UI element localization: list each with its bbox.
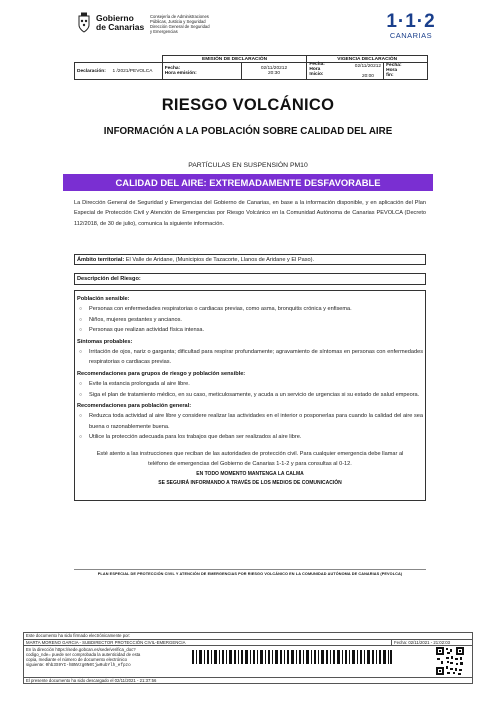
- qr-code-icon: [436, 647, 464, 675]
- list-item: ○ Personas que realizan actividad física intensa.: [77, 325, 423, 336]
- section-heading: Recomendaciones para grupos de riesgo y población sensible:: [77, 370, 246, 377]
- intro-paragraph: La Dirección General de Seguridad y Emergencias del Gobierno de Canarias, en base a la información disponible, y en aplicación del Plan Especial de Protección Civil y Atención de Emergencias por Riesgo Volcánico en la Comunidad Autónoma de Canarias PEVOLCA (Decreto 112/2018, de 30 de julio), comunica la siguiente información.: [74, 200, 426, 227]
- circle-bullet-icon: ○: [79, 413, 83, 420]
- circle-bullet-icon: ○: [79, 380, 83, 387]
- vigencia-fin: Fecha: Hora fin:: [384, 63, 428, 80]
- section-heading: Recomendaciones para población general:: [77, 403, 192, 410]
- ambito-label: Ámbito territorial:: [77, 257, 125, 263]
- circle-bullet-icon: ○: [79, 306, 83, 312]
- declaration-cell: Declaración: 1 /2021/PEVOLCA: [75, 63, 163, 80]
- list-item: ○ Personas con enfermedades respiratorias o cardiacas previas, como asma, bronquitis crónica y enfisema.: [77, 304, 423, 315]
- circle-bullet-icon: ○: [79, 391, 83, 398]
- emision-header: EMISIÓN DE DECLARACIÓN: [162, 56, 307, 63]
- vigencia-inicio: Fecha: Hora Inicio: 02/11/20212 20:00: [307, 63, 384, 80]
- circle-bullet-icon: ○: [79, 434, 83, 441]
- plan-footer: PLAN ESPECIAL DE PROTECCIÓN CIVIL Y ATENCIÓN DE EMERGENCIAS POR RIESGO VOLCÁNICO EN LA COMUNIDAD AUTÓNOMA DE CANARIAS (PEVOLCA): [74, 569, 426, 576]
- department-name: Consejería de Administraciones Públicas, Justicia y Seguridad Dirección General de Seguridad y Emergencias: [150, 14, 210, 34]
- info-message: SE SEGUIRÁ INFORMANDO A TRAVÉS DE LOS MEDIOS DE COMUNICACIÓN: [158, 480, 342, 487]
- air-quality-banner: CALIDAD DEL AIRE: EXTREMADAMENTE DESFAVORABLE: [63, 174, 433, 191]
- list-item: ○ Evite la estancia prolongada al aire libre.: [77, 379, 423, 390]
- logo-112-number: 1·1·2: [386, 11, 436, 32]
- particles-label: PARTÍCULAS EN SUSPENSIÓN PM10: [188, 162, 308, 169]
- descripcion-box: [74, 273, 426, 285]
- section-heading: Población sensible:: [77, 296, 130, 302]
- signature-signer-row: [24, 640, 472, 647]
- declaration-table: [74, 55, 428, 80]
- list-item: ○ Reduzca toda actividad al aire libre y considere realizar las actividades en el interior o posponerlas para cuando la calidad del aire sea buena o razonablemente buena.: [79, 413, 423, 430]
- page-subtitle: INFORMACIÓN A LA POBLACIÓN SOBRE CALIDAD DEL AIRE: [103, 126, 393, 137]
- list-item: ○ Utilice la protección adecuada para los trabajos que deban ser realizados al aire libre.: [77, 432, 423, 443]
- section-heading: Síntomas probables:: [77, 338, 133, 345]
- vigencia-header: VIGENCIA DECLARACIÓN: [307, 56, 428, 63]
- circle-bullet-icon: ○: [79, 316, 83, 323]
- signature-intro: Este documento ha sido firmado electrónicamente por:: [24, 633, 472, 640]
- list-item: ○ Niños, mujeres gestantes y ancianos.: [77, 315, 423, 326]
- logo-112-region: CANARIAS: [389, 31, 433, 40]
- verification-text: En la dirección https://sede.gobcan.es/sede/verifica_doc?codigo_nde= puede ser comprobada la autenticidad de esta copia, mediante el número de documento electrónico siguiente: 0hb3S9YI-hBNVzg0N0tjw0ubYlh_efpzo: [26, 647, 141, 668]
- ambito-value: El Valle de Aridane, (Municipios de Tazacorte, Llanos de Aridane y El Paso).: [124, 257, 315, 263]
- circle-bullet-icon: ○: [79, 327, 83, 334]
- ambito-box: [74, 254, 426, 265]
- government-name: Gobierno de Canarias: [96, 13, 145, 32]
- emision-values: 02/11/20212 20:30: [241, 63, 307, 80]
- list-item: ○ Irritación de ojos, nariz o garganta; dificultad para respirar profundamente; agravamiento de síntomas en personas con enfermedades respiratorias o cardiacas previas.: [79, 348, 423, 366]
- list-item: ○ Siga el plan de tratamiento médico, en su caso, meticulosamente, y acuda a un servicio de urgencias si su estado de salud empeora.: [77, 390, 423, 401]
- coat-of-arms-icon: [76, 12, 92, 34]
- signer-name: MARTA MORENO GARCIA - SUBDIRECTOR PROTECCIÓN CIVIL-EMERGENCIA: [26, 639, 186, 645]
- declaration-number: 1 /2021/PEVOLCA: [112, 68, 153, 74]
- barcode-icon: [192, 650, 392, 664]
- emision-labels: Fecha: Hora emisión:: [162, 63, 241, 80]
- calm-message: EN TODO MOMENTO MANTENGA LA CALMA: [196, 470, 304, 477]
- circle-bullet-icon: ○: [79, 348, 83, 355]
- signature-date: Fecha: 02/11/2021 - 21:02:03: [391, 640, 473, 647]
- emergency-notice: Esté atento a las instrucciones que reciban de las autoridades de protección civil. Para cualquier emergencia debe llamar al teléfono de emergencias del Gobierno de Canarias 1-1-2 y para consultas al 0-12.: [96, 450, 404, 468]
- risk-description-box: [74, 290, 426, 501]
- page-title: RIESGO VOLCÁNICO: [161, 96, 335, 114]
- download-note: El presente documento ha sido descargado el 02/11/2021 - 21:37:56: [24, 677, 472, 684]
- document-code: 0hb3S9YI-hBNVzg0N0tjw0ubYlh_efpzo: [45, 663, 131, 668]
- document-header: [76, 12, 436, 52]
- descripcion-label: Descripción del Riesgo:: [77, 276, 141, 282]
- electronic-signature-block: [23, 632, 473, 684]
- logo-112: [384, 12, 438, 40]
